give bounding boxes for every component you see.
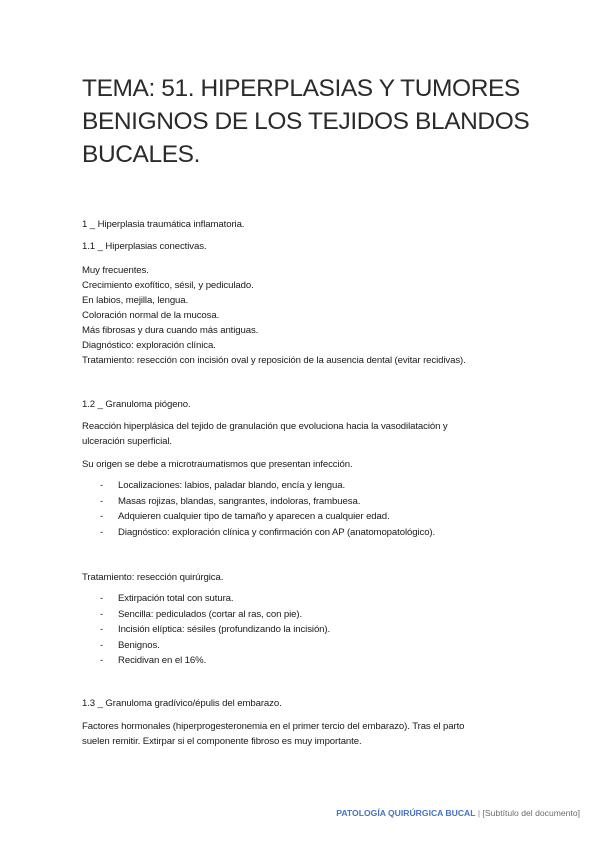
bullet-dash: - bbox=[100, 593, 104, 604]
section-1-2-heading: 1.2 _ Granuloma piógeno. bbox=[82, 399, 191, 410]
bullet-dash: - bbox=[100, 639, 104, 651]
bullet-dash: - bbox=[100, 526, 104, 538]
text-line: suelen remitir. Extirpar si el componente fibroso es muy importante. bbox=[82, 736, 362, 747]
text-line: ulceración superficial. bbox=[82, 436, 172, 447]
text-line: Tratamiento: resección con incisión oval y reposición de la ausencia dental (evitar recidivas). bbox=[82, 355, 466, 366]
bullet-dash: - bbox=[100, 655, 104, 666]
text-line: Más fibrosas y dura cuando más antiguas. bbox=[82, 325, 259, 336]
footer-separator: | bbox=[475, 808, 483, 818]
section-1-2-paragraph bbox=[82, 419, 512, 449]
section-1-heading: 1 _ Hiperplasia traumática inflamatoria. bbox=[82, 219, 245, 230]
text-line: Reacción hiperplásica del tejido de granulación que evoluciona hacia la vasodilatación y bbox=[82, 421, 448, 432]
text-line: Coloración normal de la mucosa. bbox=[82, 310, 220, 321]
bullet-dash: - bbox=[100, 480, 104, 491]
bullet-dash: - bbox=[100, 624, 104, 635]
footer-subtitle: [Subtítulo del documento] bbox=[482, 808, 580, 818]
bullet-dash: - bbox=[100, 608, 104, 620]
text-line: En labios, mejilla, lengua. bbox=[82, 295, 189, 306]
section-1-3-heading: 1.3 _ Granuloma gradívico/épulis del embarazo. bbox=[82, 698, 282, 709]
section-1-2-origin: Su origen se debe a microtraumatismos que presentan infección. bbox=[82, 459, 353, 470]
page-title: TEMA: 51. HIPERPLASIAS Y TUMORES BENIGNOS DE LOS TEJIDOS BLANDOS BUCALES. bbox=[82, 75, 530, 168]
document-page: TEMA: 51. HIPERPLASIAS Y TUMORES BENIGNOS DE LOS TEJIDOS BLANDOS BUCALES. 1 _ Hiperplasia traumática inflamatoria. 1.1 _ Hiperplasias conectivas. Muy frecuentes. Crecimiento exofítico, sésil, y pediculado. En labios, mejilla, lengua. Coloración normal de la mucosa. Más fibrosas y dura cuando más antiguas. Diagnóstico: exploración clínica. Tratamiento: resección con incisión oval y reposición de la ausencia dental (evitar recidivas). 1.2 _ Granuloma piógeno. Reacción hiperplásica del tejido de granulación que evoluciona hacia la vasodilatación y ulceración superficial. Su origen se debe a microtraumatismos que presentan infección. - Localizaciones: labios, paladar blando, encía y lengua. - Masas rojizas, blandas, sangrantes, indoloras, frambuesa. - Adquieren cualquier tipo de tamaño y aparecen a cualquier edad. - Diagnóstico: exploración clínica y confirmación con AP (anatomopatológico). Tratamiento: resección quirúrgica. - Extirpación total con sutura. - Sencilla: pediculados (cortar al ras, con pie). - Incisión elíptica: sésiles (profundizando la incisión). - Benignos. - Recidivan en el 16%. 1.3 _ Granuloma gradívico/épulis del embarazo. Factores hormonales (hiperprogesteronemia en el primer tercio del embarazo). Tras el parto suelen remitir. Extirpar si el componente fibroso es muy importante. PATOLOGÍA QUIRÚRGICA BUCAL | [Subtítulo del documento] bbox=[0, 0, 596, 848]
bullet-dash: - bbox=[100, 511, 104, 522]
section-1-2-treatment: Tratamiento: resección quirúrgica. bbox=[82, 572, 224, 583]
section-1-3-paragraph bbox=[82, 719, 512, 749]
section-1-1-heading: 1.1 _ Hiperplasias conectivas. bbox=[82, 241, 207, 252]
text-line: Crecimiento exofítico, sésil, y pediculado. bbox=[82, 280, 254, 291]
bullet-dash: - bbox=[100, 495, 104, 507]
page-footer bbox=[336, 807, 580, 819]
text-line: Diagnóstico: exploración clínica. bbox=[82, 340, 216, 351]
section-1-1-lines bbox=[82, 263, 512, 368]
text-line: Factores hormonales (hiperprogesteronemia en el primer tercio del embarazo). Tras el parto bbox=[82, 721, 465, 732]
text-line: Muy frecuentes. bbox=[82, 265, 149, 276]
footer-document-title: PATOLOGÍA QUIRÚRGICA BUCAL bbox=[336, 808, 476, 818]
